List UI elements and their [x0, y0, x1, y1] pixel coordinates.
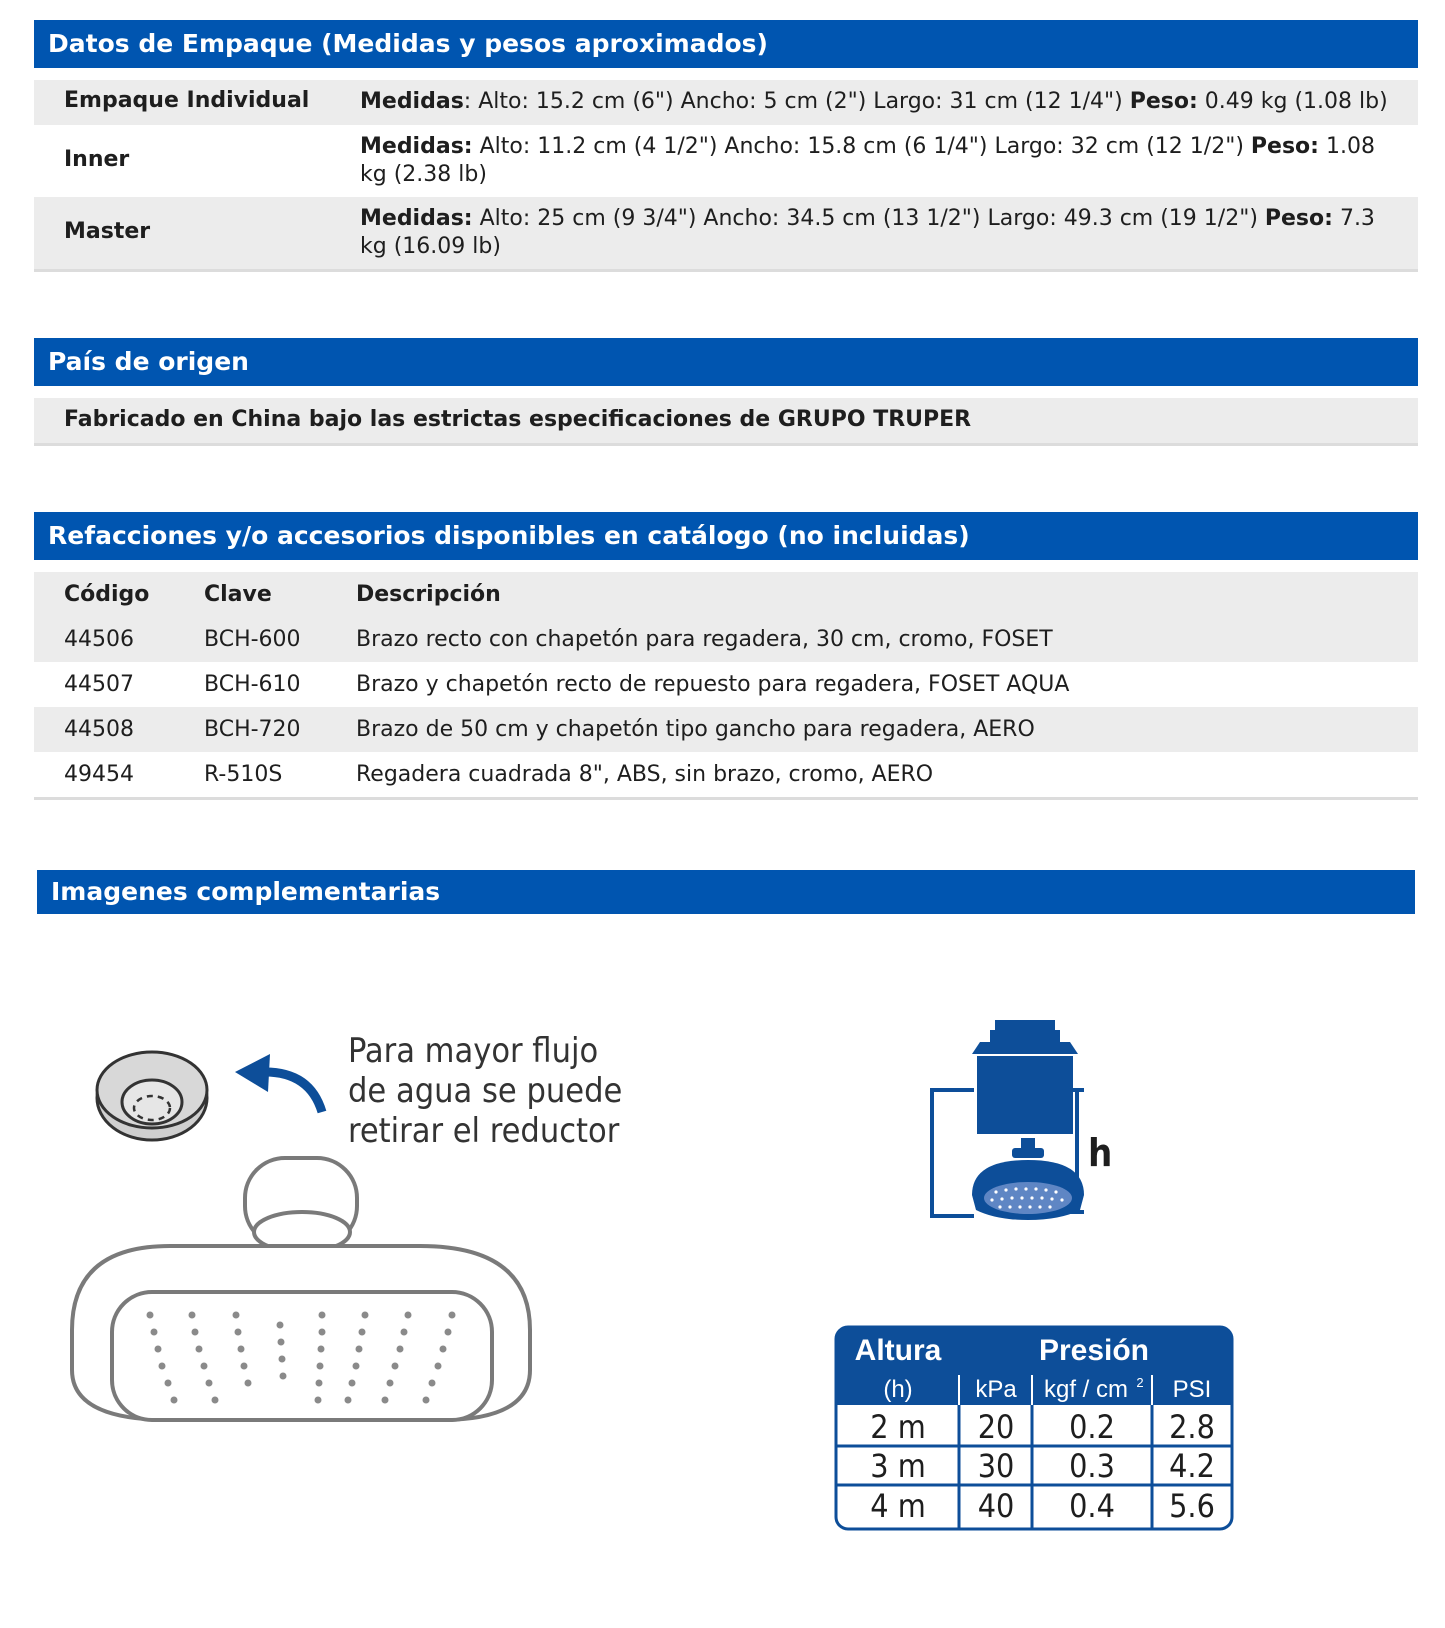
- parts-title: Refacciones y/o accesorios disponibles en catálogo (no incluidas): [48, 521, 970, 550]
- divider: [34, 443, 1418, 446]
- header-presion: Presión: [1038, 1334, 1150, 1367]
- subheader-kpa: kPa: [975, 1376, 1017, 1403]
- cell-kpa: 30: [977, 1447, 1015, 1485]
- cell-kpa: 20: [977, 1408, 1015, 1446]
- images-title: Imagenes complementarias: [51, 877, 441, 906]
- part-key: BCH-720: [204, 717, 301, 742]
- cell-psi: 5.6: [1169, 1487, 1215, 1525]
- caption-line: retirar el reductor: [348, 1111, 620, 1151]
- origin-section-header: [34, 338, 1418, 386]
- weight-value: 0.49 kg (1.08 lb): [1197, 89, 1388, 114]
- part-code: 44506: [64, 627, 134, 652]
- measures-sep: [473, 134, 480, 159]
- packaging-row-individual: [34, 80, 1418, 125]
- origin-row: [34, 398, 1418, 443]
- packaging-label: Master: [64, 219, 151, 244]
- shower-neck-icon: [245, 1158, 357, 1252]
- cell-height: 3 m: [870, 1447, 926, 1485]
- col-key-header: Clave: [204, 582, 272, 607]
- water-tank-icon: [972, 1020, 1078, 1134]
- packaging-row-inner: [34, 125, 1418, 197]
- parts-table-header: [34, 572, 1418, 618]
- part-desc: Brazo y chapetón recto de repuesto para regadera, FOSET AQUA: [356, 672, 1070, 697]
- packaging-section-header: [34, 20, 1418, 68]
- col-code-header: Código: [64, 582, 150, 607]
- subheader-kgf-superscript: 2: [1136, 1375, 1144, 1390]
- subheader-kgf: kgf / cm: [1043, 1376, 1129, 1403]
- packaging-label: Inner: [64, 147, 130, 172]
- part-desc: Brazo de 50 cm y chapetón tipo gancho para regadera, AERO: [356, 717, 1035, 742]
- cell-height: 2 m: [870, 1408, 926, 1446]
- weight-label: Peso:: [1264, 206, 1333, 231]
- pressure-table: [834, 1325, 1234, 1535]
- weight-value: 1.08 kg (2.38 lb): [360, 134, 1375, 187]
- measures-sep: [473, 206, 480, 231]
- subheader-h: (h): [883, 1376, 913, 1403]
- part-desc: Regadera cuadrada 8", ABS, sin brazo, cromo, AERO: [356, 762, 934, 787]
- subheader-psi: PSI: [1172, 1376, 1212, 1403]
- parts-section-header: [34, 512, 1418, 560]
- cell-psi: 2.8: [1169, 1408, 1215, 1446]
- part-code: 49454: [64, 762, 134, 787]
- col-desc-header: Descripción: [356, 582, 501, 607]
- table-row: [34, 662, 1418, 707]
- weight-label: Peso:: [1250, 134, 1319, 159]
- part-key: BCH-610: [204, 672, 301, 697]
- weight-value: 7.3 kg (16.09 lb): [360, 206, 1375, 259]
- origin-title: País de origen: [48, 347, 249, 376]
- packaging-title: Datos de Empaque (Medidas y pesos aproximados): [48, 29, 768, 58]
- measures-value: Alto: 25 cm (9 3/4") Ancho: 34.5 cm (13 1/2") Largo: 49.3 cm (19 1/2"): [479, 206, 1265, 231]
- measures-label: Medidas:: [360, 134, 473, 159]
- cell-height: 4 m: [870, 1487, 926, 1525]
- part-code: 44508: [64, 717, 134, 742]
- part-key: BCH-600: [204, 627, 301, 652]
- divider: [34, 797, 1418, 800]
- shower-head-icon: [72, 1246, 530, 1420]
- divider: [34, 269, 1418, 272]
- shower-head-illustration: [60, 1010, 700, 1490]
- origin-text: Fabricado en China bajo las estrictas especificaciones de GRUPO TRUPER: [64, 407, 972, 432]
- caption-line: Para mayor flujo: [348, 1031, 599, 1071]
- height-label: h: [1088, 1131, 1113, 1175]
- table-row: [34, 707, 1418, 752]
- bracket-left-icon: [932, 1090, 974, 1216]
- cell-kgf: 0.2: [1069, 1408, 1115, 1446]
- curved-arrow-icon: [235, 1054, 322, 1112]
- cell-psi: 4.2: [1169, 1447, 1215, 1485]
- part-key: R-510S: [204, 762, 283, 787]
- caption-line: de agua se puede: [348, 1071, 623, 1111]
- water-height-diagram: [920, 1020, 1140, 1260]
- part-code: 44507: [64, 672, 134, 697]
- measures-value: Alto: 15.2 cm (6") Ancho: 5 cm (2") Largo: 31 cm (12 1/4"): [478, 89, 1130, 114]
- cell-kgf: 0.4: [1069, 1487, 1115, 1525]
- packaging-label: Empaque Individual: [64, 88, 310, 113]
- shower-head-small-icon: [972, 1138, 1084, 1220]
- packaging-row-master: [34, 197, 1418, 269]
- measures-sep: :: [463, 89, 479, 114]
- packaging-details: [360, 88, 1394, 116]
- measures-value: Alto: 11.2 cm (4 1/2") Ancho: 15.8 cm (6 1/4") Largo: 32 cm (12 1/2"): [479, 134, 1251, 159]
- table-row: [34, 618, 1418, 662]
- part-desc: Brazo recto con chapetón para regadera, 30 cm, cromo, FOSET: [356, 627, 1053, 652]
- table-row: [34, 752, 1418, 797]
- packaging-details: [360, 133, 1394, 189]
- reducer-icon: [97, 1052, 207, 1140]
- weight-label: Peso:: [1129, 89, 1198, 114]
- measures-label: Medidas: [360, 89, 464, 114]
- packaging-details: [360, 205, 1394, 261]
- cell-kpa: 40: [977, 1487, 1015, 1525]
- images-section-header: [37, 870, 1415, 914]
- cell-kgf: 0.3: [1069, 1447, 1115, 1485]
- header-altura: Altura: [854, 1334, 942, 1367]
- measures-label: Medidas:: [360, 206, 473, 231]
